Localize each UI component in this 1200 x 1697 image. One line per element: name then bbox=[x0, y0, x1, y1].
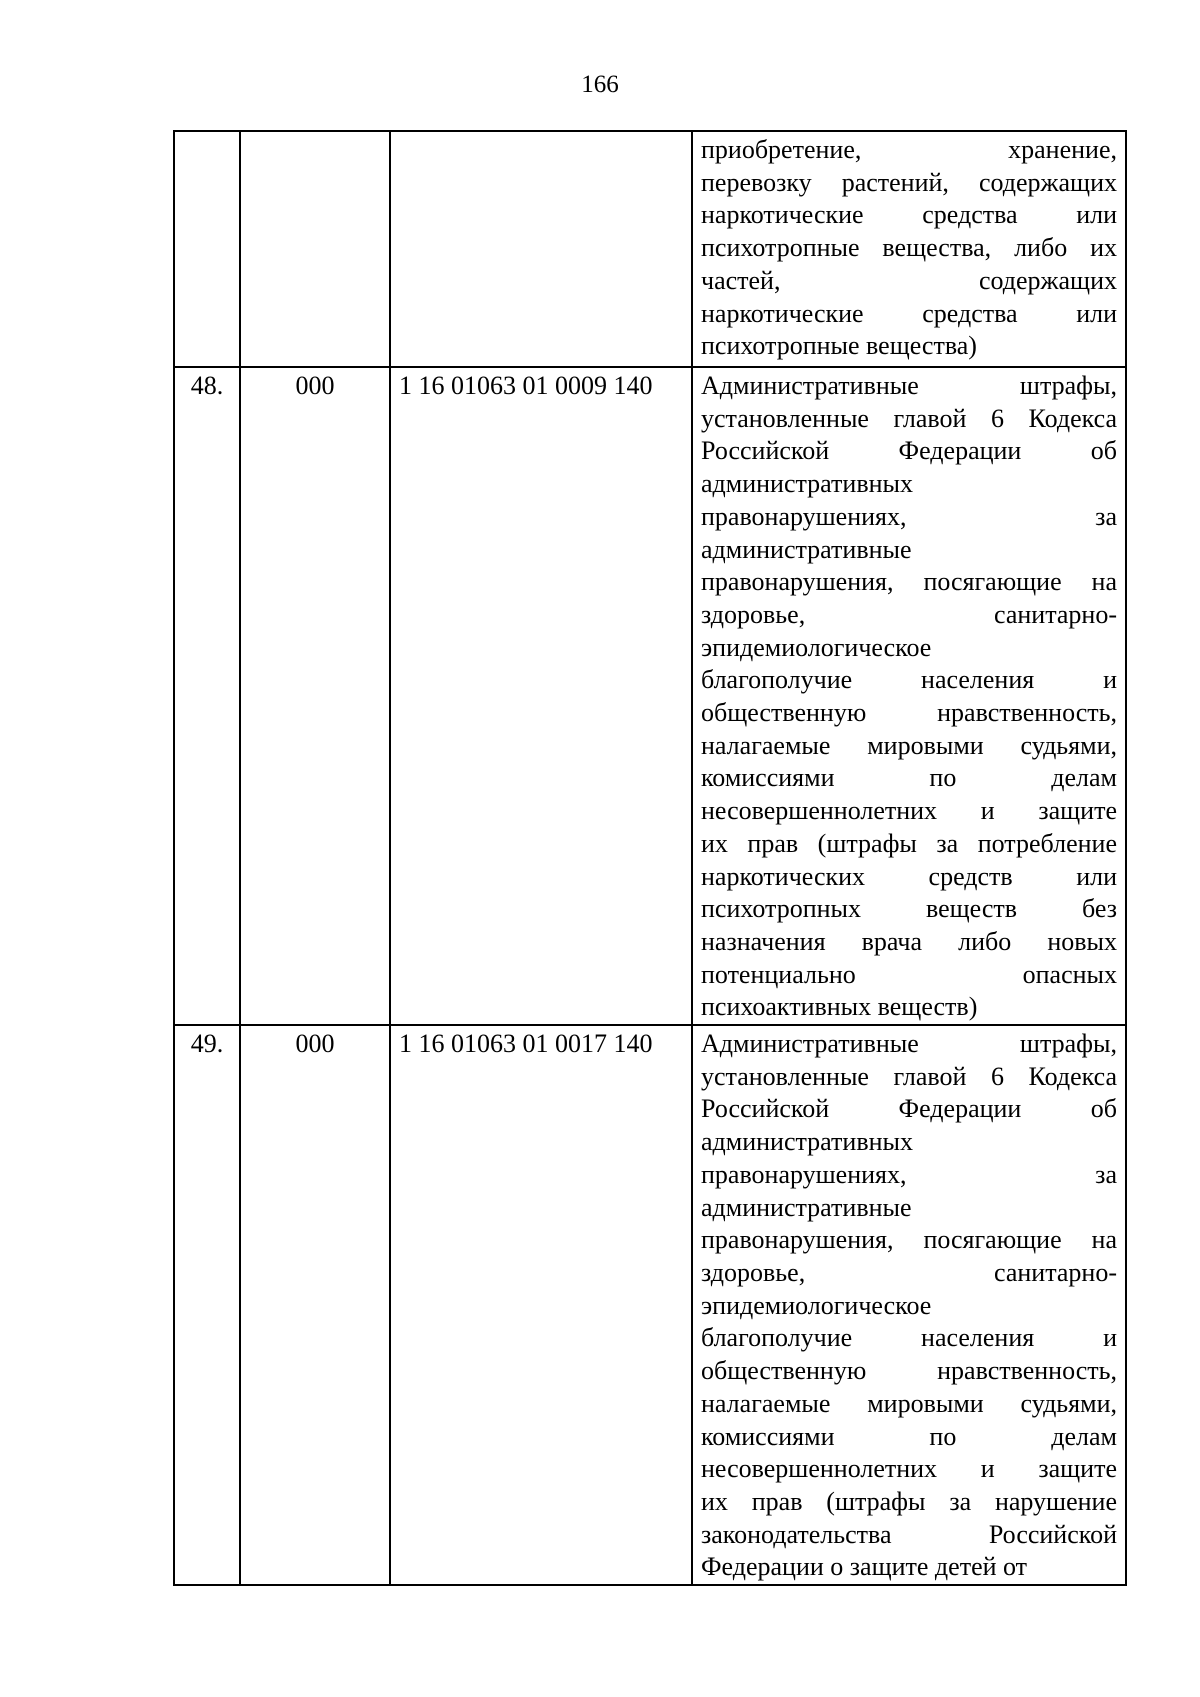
description-line: законодательства Российской bbox=[701, 1519, 1117, 1549]
description-line: правонарушениях, за bbox=[701, 1159, 1117, 1189]
description-cell bbox=[692, 1025, 1126, 1585]
admin-code-cell: 000 bbox=[240, 367, 390, 1025]
description-line: Российской Федерации об bbox=[701, 436, 1117, 466]
description-line: психотропные вещества, либо их bbox=[701, 233, 1117, 263]
description-line: перевозку растений, содержащих bbox=[701, 167, 1117, 197]
kbk-code-cell: 1 16 01063 01 0009 140 bbox=[390, 367, 692, 1025]
description-line: административные bbox=[701, 534, 912, 564]
description-line: Административные штрафы, bbox=[701, 371, 1117, 400]
description-line: здоровье, санитарно- bbox=[701, 599, 1117, 629]
description-line: правонарушениях, за bbox=[701, 501, 1117, 531]
description-line: эпидемиологическое bbox=[701, 1290, 932, 1320]
description-line: налагаемые мировыми судьями, bbox=[701, 1388, 1117, 1418]
row-number-cell: 49. bbox=[174, 1025, 240, 1585]
admin-code-cell: 000 bbox=[240, 1025, 390, 1585]
page-number: 166 bbox=[581, 71, 619, 98]
description-line: правонарушения, посягающие на bbox=[701, 1225, 1117, 1255]
row-number-cell: 48. bbox=[174, 367, 240, 1025]
description-line: налагаемые мировыми судьями, bbox=[701, 730, 1117, 760]
description-line: наркотических средств или bbox=[701, 861, 1117, 891]
description-line: назначения врача либо новых bbox=[701, 926, 1117, 956]
description-line: психоактивных веществ) bbox=[701, 992, 978, 1022]
description-line: Российской Федерации об bbox=[701, 1094, 1117, 1124]
row-number-cell bbox=[174, 131, 240, 367]
description-line: психотропных веществ без bbox=[701, 894, 1117, 924]
description-line: правонарушения, посягающие на bbox=[701, 567, 1117, 597]
description-line: приобретение, хранение, bbox=[701, 135, 1117, 164]
description-line: благополучие населения и bbox=[701, 1323, 1117, 1353]
description-cell bbox=[692, 131, 1126, 367]
description-line: установленные главой 6 Кодекса bbox=[701, 1061, 1117, 1091]
description-line: благополучие населения и bbox=[701, 665, 1117, 695]
description-line: их прав (штрафы за потребление bbox=[701, 828, 1117, 858]
kbk-code-cell: 1 16 01063 01 0017 140 bbox=[390, 1025, 692, 1585]
kbk-code-cell bbox=[390, 131, 692, 367]
description-line: общественную нравственность, bbox=[701, 1356, 1117, 1386]
description-line: частей, содержащих bbox=[701, 265, 1117, 295]
description-line: наркотические средства или bbox=[701, 298, 1117, 328]
description-line: наркотические средства или bbox=[701, 200, 1117, 230]
description-line: Федерации о защите детей от bbox=[701, 1552, 1028, 1582]
description-line: здоровье, санитарно- bbox=[701, 1257, 1117, 1287]
description-line: административных bbox=[701, 469, 913, 499]
table-row bbox=[174, 367, 1126, 1025]
table-row bbox=[174, 1025, 1126, 1585]
description-line: комиссиями по делам bbox=[701, 763, 1117, 793]
budget-codes-table bbox=[173, 130, 1127, 1586]
description-line: общественную нравственность, bbox=[701, 698, 1117, 728]
description-line: эпидемиологическое bbox=[701, 632, 932, 662]
description-cell bbox=[692, 367, 1126, 1025]
description-line: Административные штрафы, bbox=[701, 1029, 1117, 1059]
description-line: психотропные вещества) bbox=[701, 331, 977, 361]
table-row-continuation bbox=[174, 131, 1126, 367]
description-line: административные bbox=[701, 1192, 912, 1222]
description-line: потенциально опасных bbox=[701, 959, 1117, 989]
description-line: несовершеннолетних и защите bbox=[701, 1454, 1117, 1484]
description-line: комиссиями по делам bbox=[701, 1421, 1117, 1451]
admin-code-cell bbox=[240, 131, 390, 367]
description-line: установленные главой 6 Кодекса bbox=[701, 403, 1117, 433]
description-line: административных bbox=[701, 1127, 913, 1157]
description-line: несовершеннолетних и защите bbox=[701, 796, 1117, 826]
description-line: их прав (штрафы за нарушение bbox=[701, 1486, 1117, 1516]
